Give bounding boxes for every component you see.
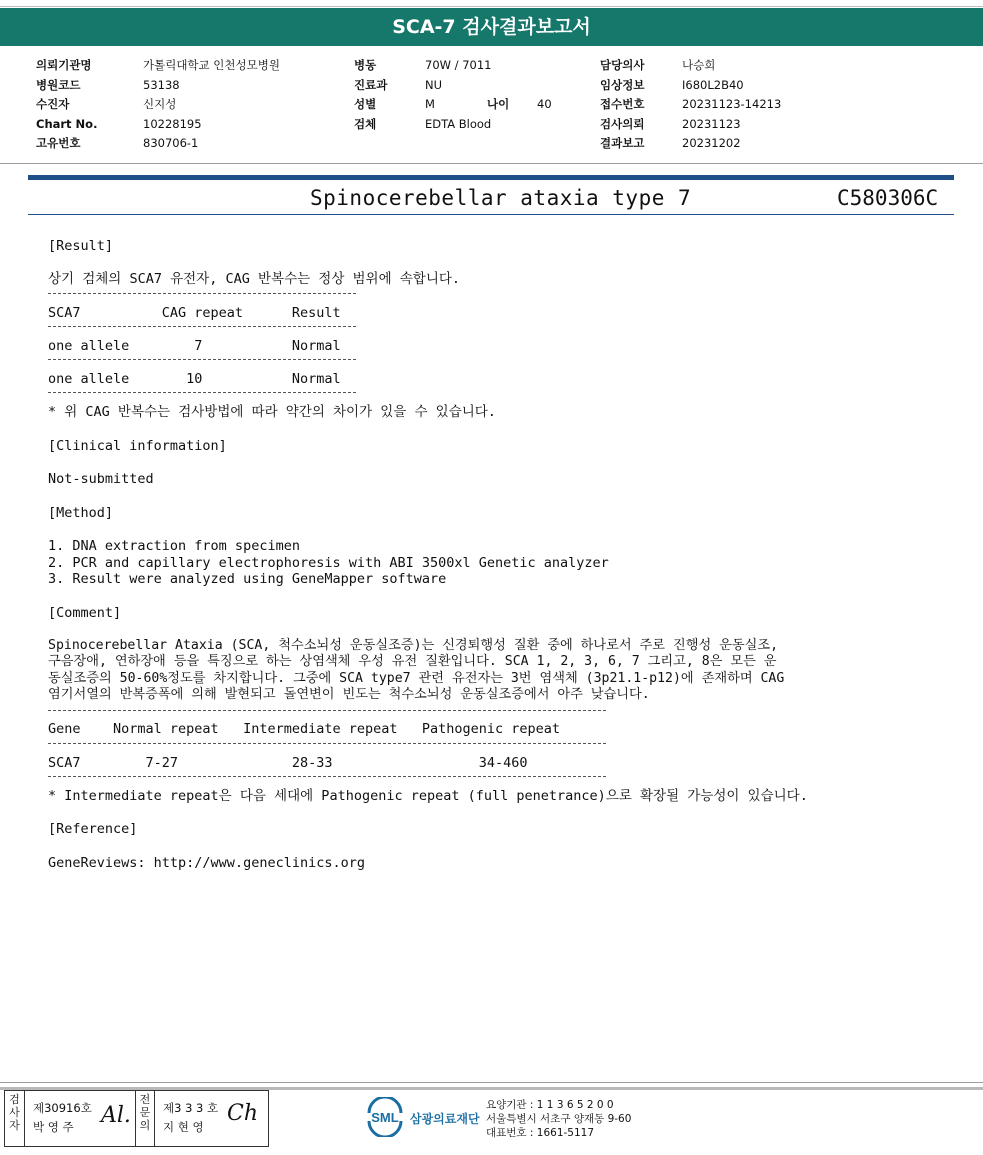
label-receipt-no: 접수번호 — [600, 97, 645, 111]
label-physician: 담당의사 — [600, 58, 645, 72]
value-requesting-org: 가톨릭대학교 인천성모병원 — [143, 58, 280, 72]
value-sex: M — [425, 97, 435, 111]
sml-logo-icon — [365, 1097, 405, 1137]
method-line-2: 2. PCR and capillary electrophoresis with ABI 3500xl Genetic analyzer — [48, 555, 609, 571]
comment-table-divider — [48, 776, 606, 777]
inspector-info — [33, 1099, 92, 1137]
comment-paragraph-line: Spinocerebellar Ataxia (SCA, 척수소뇌성 운동실조증)는 신경퇴행성 질환 중에 하나로서 주로 진행성 운동실조, — [48, 638, 779, 653]
value-test-request: 20231123 — [682, 116, 741, 131]
method-line-1: 1. DNA extraction from specimen — [48, 538, 300, 554]
value-specimen: EDTA Blood — [425, 116, 492, 131]
value-hospital-code: 53138 — [143, 77, 180, 92]
result-table-divider — [48, 326, 356, 327]
result-note: * 위 CAG 반복수는 검사방법에 따라 약간의 차이가 있을 수 있습니다. — [48, 404, 496, 420]
result-table-divider — [48, 293, 356, 294]
info-column-right — [600, 56, 880, 154]
comment-paragraph-line: 구음장애, 연하장애 등을 특징으로 하는 상염색체 우성 유전 질환입니다. SCA 1, 2, 3, 6, 7 그리고, 8은 모든 운 — [48, 654, 777, 669]
label-unique-no: 고유번호 — [36, 136, 81, 150]
result-table-divider — [48, 359, 356, 360]
inspector-vertical-label: 검 사 자 — [5, 1091, 25, 1146]
org-code: 요양기관 : 1 1 3 6 5 2 0 0 — [486, 1099, 614, 1111]
top-rule — [0, 0, 983, 7]
reviewer-name: 지 현 영 — [163, 1120, 204, 1134]
org-address: 서울특별시 서초구 양재동 9-60 — [486, 1113, 632, 1125]
inspector-license: 제30916호 — [33, 1101, 92, 1115]
label-clinical-info: 임상정보 — [600, 77, 645, 92]
comment-table-header: Gene Normal repeat Intermediate repeat Pathogenic repeat — [48, 721, 561, 737]
value-physician: 나승희 — [682, 58, 716, 72]
reviewer-vertical-label: 전 문 의 — [135, 1091, 155, 1146]
reference-text: GeneReviews: http://www.geneclinics.org — [48, 855, 365, 871]
value-unique-no: 830706-1 — [143, 136, 199, 150]
label-ward: 병동 — [354, 58, 377, 72]
label-age: 나이 — [487, 97, 510, 111]
report-title: SCA-7 검사결과보고서 — [0, 8, 983, 46]
result-row-1: one allele 7 Normal — [48, 338, 341, 354]
value-ward: 70W / 7011 — [425, 58, 492, 72]
reviewer-info — [163, 1099, 218, 1137]
label-specimen: 검체 — [354, 116, 377, 131]
inspector-name: 박 영 주 — [33, 1120, 74, 1134]
info-column-left — [36, 56, 336, 154]
label-patient: 수진자 — [36, 97, 70, 111]
result-row-2: one allele 10 Normal — [48, 371, 341, 387]
info-column-middle — [354, 56, 584, 134]
info-divider — [0, 163, 983, 164]
label-result-report: 결과보고 — [600, 136, 645, 150]
clinical-text: Not-submitted — [48, 471, 154, 487]
comment-paragraph-line: 동실조증의 50-60%정도를 차지합니다. 그중에 SCA type7 관련 유전자는 3번 염색체 (3p21.1-p12)에 존재하며 CAG — [48, 671, 785, 686]
comment-note: * Intermediate repeat은 다음 세대에 Pathogenic repeat (full penetrance)으로 확장될 가능성이 있습니다. — [48, 788, 808, 804]
result-table-divider — [48, 392, 356, 393]
sml-logo-text: SML — [371, 1110, 399, 1125]
header-rule-thin — [28, 214, 954, 215]
org-info — [486, 1098, 631, 1140]
comment-heading: [Comment] — [48, 605, 122, 621]
value-department: NU — [425, 77, 443, 92]
signature-box — [4, 1090, 269, 1147]
value-chart-no: 10228195 — [143, 116, 202, 131]
method-line-3: 3. Result were analyzed using GeneMapper software — [48, 571, 447, 587]
result-table-header: SCA7 CAG repeat Result — [48, 305, 341, 321]
comment-table-row: SCA7 7-27 28-33 34-460 — [48, 755, 528, 771]
test-name: Spinocerebellar ataxia type 7 — [310, 186, 692, 210]
result-summary: 상기 검체의 SCA7 유전자, CAG 반복수는 정상 범위에 속합니다. — [48, 271, 461, 287]
value-receipt-no: 20231123-14213 — [682, 97, 782, 111]
value-result-report: 20231202 — [682, 136, 741, 150]
result-heading: [Result] — [48, 238, 114, 254]
label-department: 진료과 — [354, 77, 388, 92]
reference-heading: [Reference] — [48, 821, 138, 837]
reviewer-signature: Ch — [227, 1101, 259, 1126]
header-rule-thick — [28, 175, 954, 180]
value-age: 40 — [537, 97, 552, 111]
test-code: C580306C — [837, 186, 939, 210]
comment-table-divider — [48, 743, 606, 744]
label-test-request: 검사의뢰 — [600, 116, 645, 131]
clinical-heading: [Clinical information] — [48, 438, 227, 454]
footer-divider — [0, 1082, 983, 1083]
org-name: 삼광의료재단 — [410, 1112, 480, 1126]
label-chart-no: Chart No. — [36, 116, 98, 131]
comment-table-divider — [48, 710, 606, 711]
comment-paragraph-line: 염기서열의 반복증폭에 의해 발현되고 돌연변이 빈도는 척수소뇌성 운동실조증에서 아주 낮습니다. — [48, 687, 650, 702]
inspector-signature: Al. — [101, 1103, 131, 1128]
value-clinical-info: I680L2B40 — [682, 77, 744, 92]
label-requesting-org: 의뢰기관명 — [36, 58, 92, 72]
value-patient: 신지성 — [143, 97, 177, 111]
label-sex: 성별 — [354, 97, 377, 111]
method-heading: [Method] — [48, 505, 114, 521]
label-hospital-code: 병원코드 — [36, 77, 81, 92]
reviewer-license: 제3 3 3 호 — [163, 1101, 219, 1115]
org-phone: 대표번호 : 1661-5117 — [486, 1127, 595, 1139]
